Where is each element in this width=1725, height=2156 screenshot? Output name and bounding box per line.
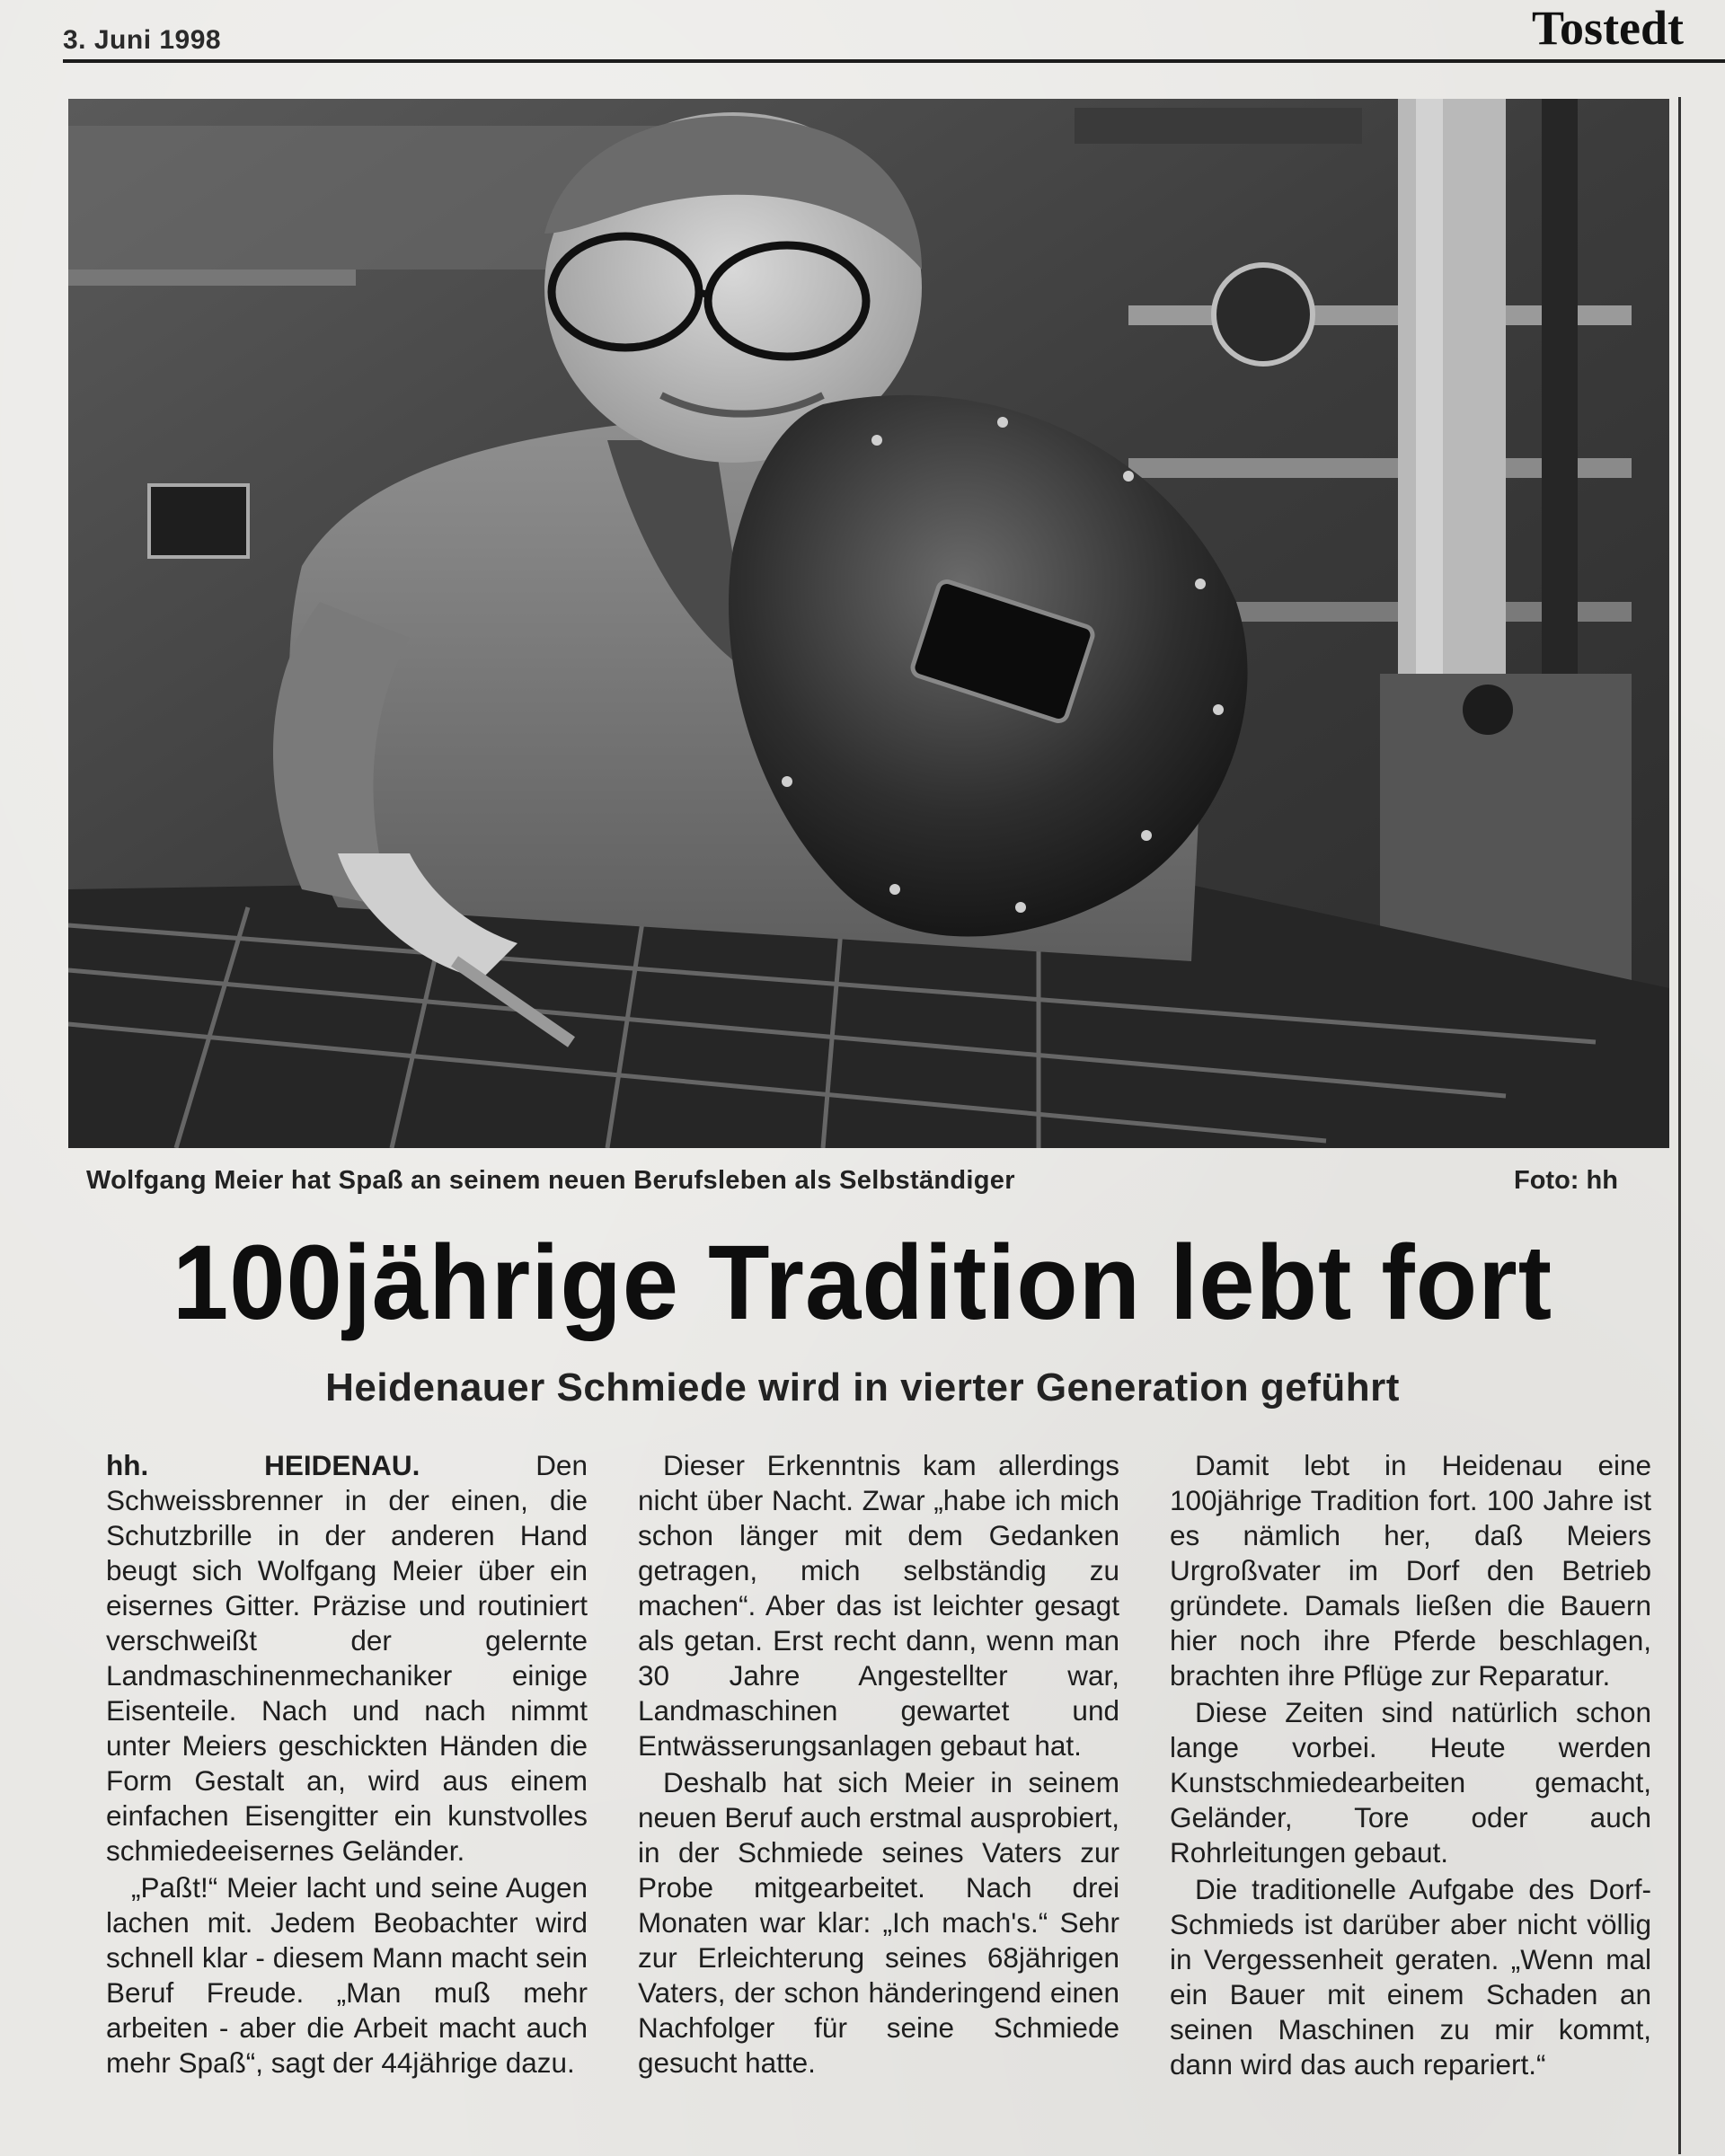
- paragraph: Diese Zeiten sind natürlich schon lange vorbei. Heute werden Kunstschmiedearbeiten gemacht, Geländer, Tore oder auch Rohrleitungen gebaut.: [1170, 1696, 1651, 1869]
- photo-credit: Foto: hh: [1514, 1166, 1618, 1195]
- header-rule: [63, 59, 1725, 63]
- subheadline: Heidenauer Schmiede wird in vierter Generation geführt: [325, 1365, 1400, 1409]
- paragraph: hh. HEIDENAU. Den Schweissbrenner in der einen, die Schutzbrille in der anderen Hand beugt sich Wolfgang Meier über ein eisernes Gitter. Präzise und routiniert verschweißt der gelernte Landmaschinenmechaniker einige Eisenteile. Nach und nach nimmt unter Meiers geschickten Händen die Form Gestalt an, wird aus einem einfachen Eisengitter ein kunstvolles schmiedeeisernes Geländer.: [106, 1449, 588, 1867]
- blacksmith-photo-illustration: [68, 99, 1669, 1148]
- headline: 100jährige Tradition lebt fort: [172, 1224, 1553, 1342]
- article-column-2: [638, 1448, 1119, 2153]
- paragraph: Deshalb hat sich Meier in seinem neuen Beruf auch erstmal ausprobiert, in der Schmiede seines Vaters zur Probe mitgearbeitet. Nach drei Monaten war klar: „Ich mach's.“ Sehr zur Erleichterung seines 68jährigen Vaters, der schon händeringend einen Nachfolger für seine Schmiede gesucht hatte.: [638, 1766, 1119, 2079]
- paragraph: Dieser Erkenntnis kam allerdings nicht über Nacht. Zwar „habe ich mich schon länger mit dem Gedanken getragen, mich selbständig zu machen“. Aber das ist leichter gesagt als getan. Erst recht dann, wenn man 30 Jahre Angestellter war, Landmaschinen gewartet und Entwässerungsanlagen gebaut hat.: [638, 1449, 1119, 1762]
- article-column-1: [106, 1448, 588, 2153]
- paragraph: Die traditionelle Aufgabe des Dorf-Schmieds ist darüber aber nicht völlig in Vergessenheit geraten. „Wenn mal ein Bauer mit einem Schaden an seinen Maschinen zu mir kommt, dann wird das auch repariert.“: [1170, 1873, 1651, 2081]
- column-rule: [1678, 97, 1681, 2154]
- dateline: hh. HEIDENAU.: [106, 1449, 420, 1481]
- paragraph: „Paßt!“ Meier lacht und seine Augen lachen mit. Jedem Beobachter wird schnell klar - diesem Mann macht sein Beruf Freude. „Man muß mehr arbeiten - aber die Arbeit macht auch mehr Spaß“, sagt der 44jährige dazu.: [106, 1871, 588, 2079]
- photo-caption: Wolfgang Meier hat Spaß an seinem neuen Berufsleben als Selbständiger: [86, 1166, 1015, 1195]
- article-body: [106, 1448, 1669, 2153]
- paragraph: Damit lebt in Heidenau eine 100jährige Tradition fort. 100 Jahre ist es nämlich her, daß Meiers Urgroßvater im Dorf den Betrieb gründete. Damals ließen die Bauern hier noch ihre Pferde beschlagen, brachten ihre Pflüge zur Reparatur.: [1170, 1449, 1651, 1692]
- newspaper-name: Tostedt: [1532, 1, 1685, 55]
- issue-date: 3. Juni 1998: [63, 25, 222, 55]
- article-photo: [68, 99, 1669, 1148]
- article-column-3: [1170, 1448, 1651, 2153]
